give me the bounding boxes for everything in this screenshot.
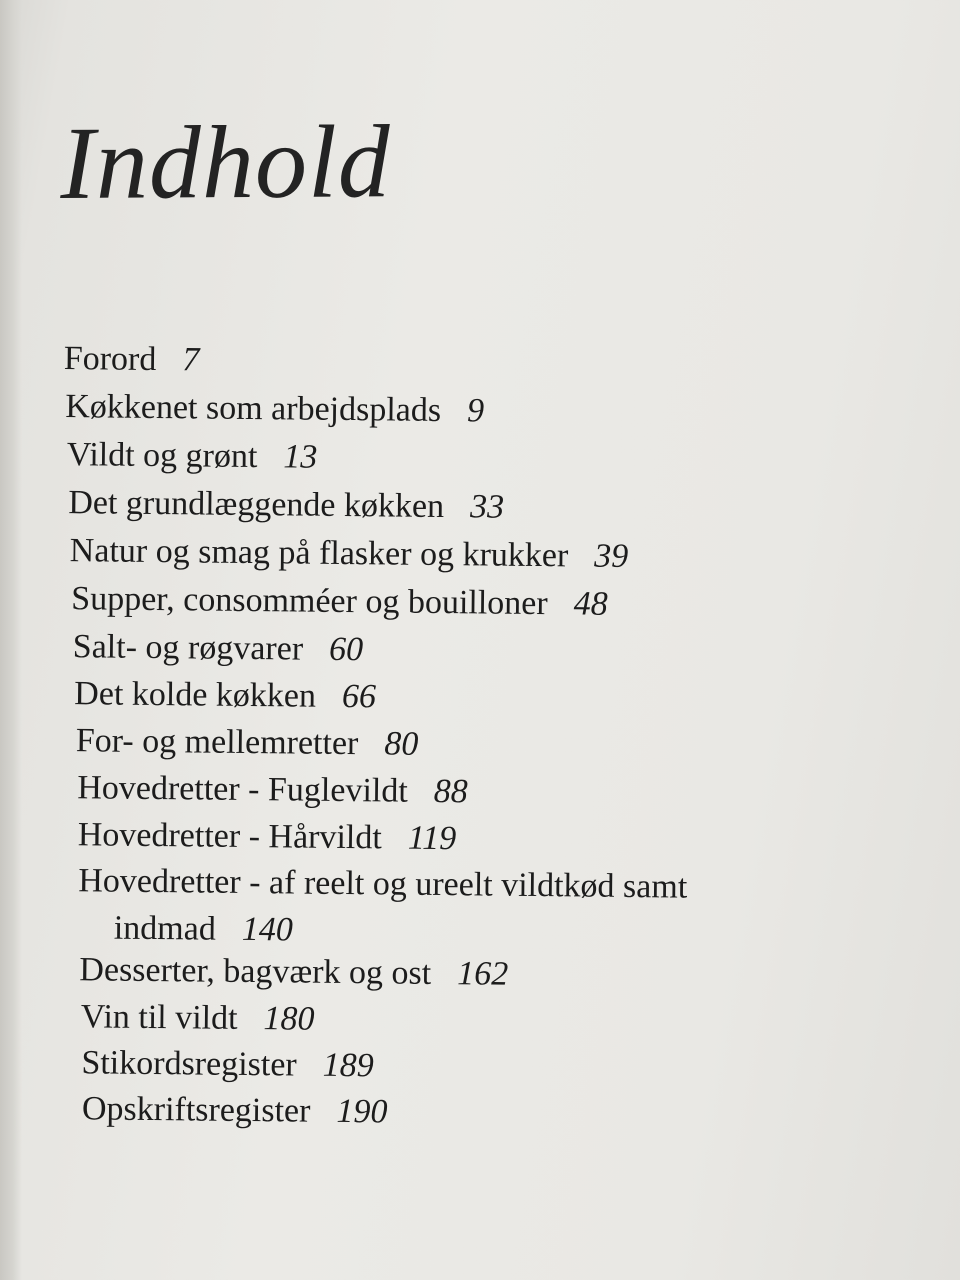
toc-entry-page: 7 [182, 341, 200, 379]
toc-entry-page: 39 [594, 537, 629, 575]
toc-entry-page: 190 [336, 1092, 388, 1131]
toc-entry-page: 60 [328, 630, 364, 669]
toc-entry-label: indmad [113, 909, 217, 948]
toc-entry-label: Supper, consomméer og bouilloner [71, 580, 548, 623]
toc-entry-page: 48 [573, 585, 608, 623]
toc-entry-page: 162 [456, 955, 509, 993]
toc-entry-continuation [113, 909, 294, 949]
toc-entry [71, 582, 608, 622]
toc-entry-page: 33 [469, 488, 505, 526]
toc-entry [77, 771, 468, 809]
toc-entry-page: 66 [341, 677, 377, 716]
toc-entry-label: Forord [63, 340, 157, 379]
toc-entry-label: Natur og smag på flasker og krukker [69, 532, 569, 575]
toc-entry [82, 1092, 388, 1129]
toc-entry-page: 13 [283, 438, 318, 476]
toc-entry [64, 342, 200, 377]
toc-entry-page: 140 [241, 910, 294, 949]
toc-entry-label: Hovedretter - Hårvildt [77, 816, 382, 857]
toc-entry-page: 88 [433, 772, 468, 811]
toc-entry-label: Hovedretter - Fuglevildt [77, 769, 408, 810]
toc-entry [76, 724, 419, 762]
toc-entry [74, 677, 376, 714]
toc-entry-label: Vildt og grønt [66, 436, 258, 476]
toc-entry-label: Vin til vildt [80, 998, 238, 1037]
toc-entry-page: 180 [263, 1000, 315, 1038]
toc-entry-label: Det kolde køkken [74, 675, 317, 715]
page-title: Indhold [59, 104, 392, 221]
toc-entry-label: Det grundlæggende køkken [68, 484, 445, 526]
toc-entry [70, 534, 629, 574]
toc-entry [81, 1000, 315, 1036]
toc-entry [73, 630, 364, 667]
toc-entry [67, 438, 318, 475]
toc-entry [68, 486, 504, 525]
toc-entry [81, 1046, 374, 1083]
toc-entry-label: Stikordsregister [81, 1044, 297, 1084]
toc-entry-label: Hovedretter - af reelt og ureelt vildtkød samt [78, 862, 688, 906]
toc-entry-label: Opskriftsregister [81, 1090, 311, 1130]
toc-entry [65, 390, 484, 428]
toc-entry [78, 818, 457, 856]
toc-entry-label: Desserter, bagværk og ost [79, 951, 432, 992]
toc-entry-page: 119 [407, 819, 457, 858]
toc-entry-label: Køkkenet som arbejdsplads [65, 388, 442, 429]
toc-entry [79, 953, 508, 991]
toc-entry-page: 80 [384, 725, 419, 763]
toc-entry-page: 189 [322, 1046, 374, 1085]
toc-entry-page: 9 [466, 392, 485, 430]
toc-entry-label: Salt- og røgvarer [72, 628, 304, 668]
toc-entry [78, 864, 713, 905]
toc-entry-label: For- og mellemretter [75, 722, 359, 763]
